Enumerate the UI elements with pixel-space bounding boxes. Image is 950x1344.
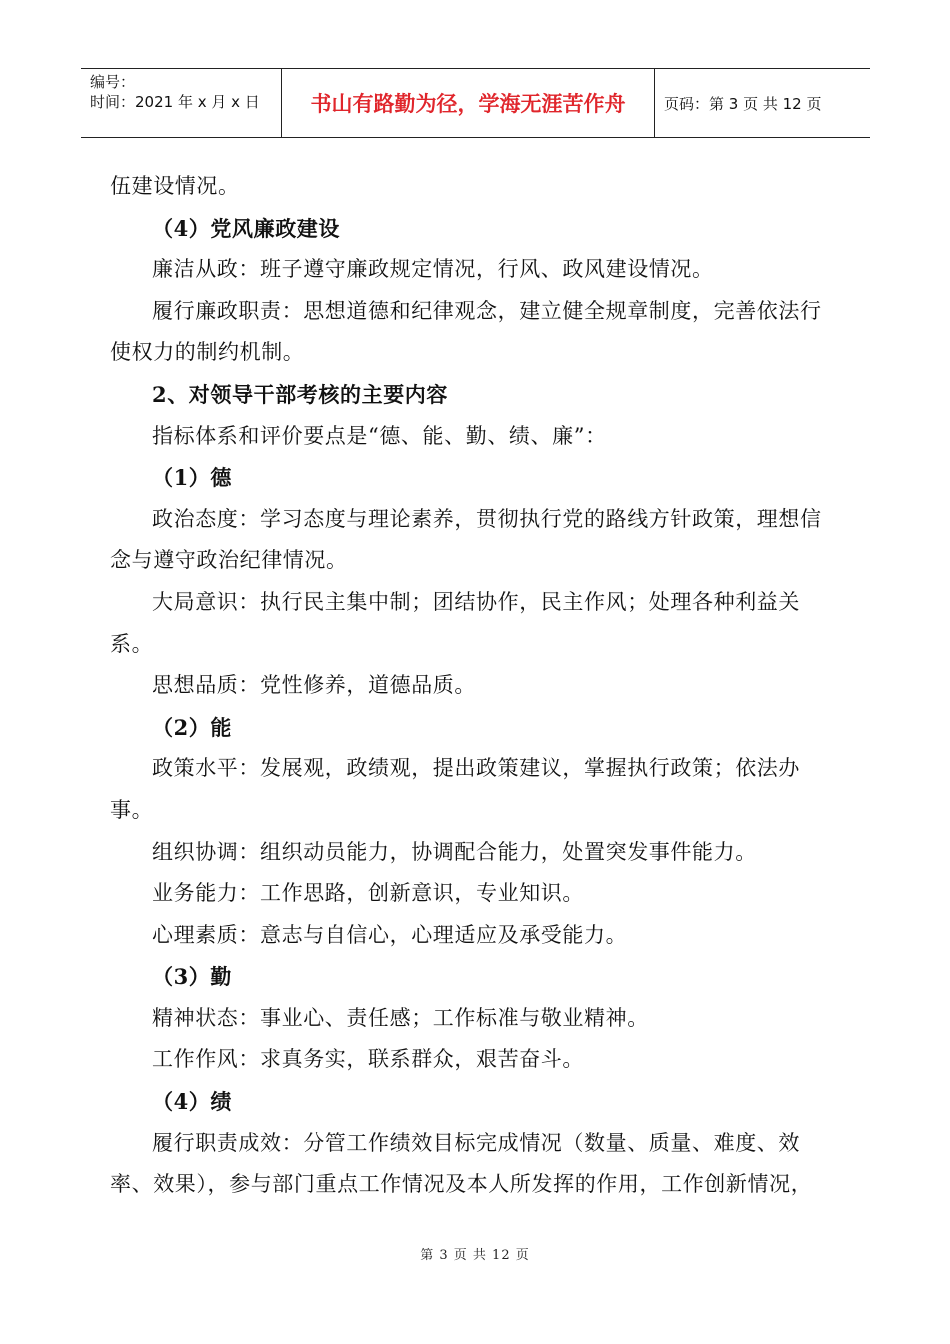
paragraph: 履行职责成效：分管工作绩效目标完成情况（数量、质量、难度、效率、效果），参与部门重点工作情况及本人所发挥的作用，工作创新情况， <box>110 1130 813 1197</box>
paragraph: 履行廉政职责：思想道德和纪律观念，建立健全规章制度，完善依法行使权力的制约机制。 <box>110 298 822 365</box>
paragraph: 组织协调：组织动员能力，协调配合能力，处置突发事件能力。 <box>152 839 757 864</box>
paragraph: 政策水平：发展观，政绩观，提出政策建议，掌握执行政策；依法办事。 <box>110 756 800 822</box>
page-footer: 第 3 页 共 12 页 <box>420 1248 530 1263</box>
section-heading: （4）党风廉政建设 <box>152 215 341 241</box>
header-meta <box>81 69 282 137</box>
section-heading: （1）德 <box>152 465 233 491</box>
document-number: 编号： <box>90 73 136 91</box>
paragraph: 指标体系和评价要点是“德、能、勤、绩、廉”： <box>152 423 607 448</box>
header-page-info: 页码：第 3 页 共 12 页 <box>664 94 822 113</box>
paragraph: 廉洁从政：班子遵守廉政规定情况，行风、政风建设情况。 <box>152 257 714 282</box>
paragraph: 心理素质：意志与自信心，心理适应及承受能力。 <box>152 922 628 947</box>
paragraph: 工作作风：求真务实，联系群众，艰苦奋斗。 <box>152 1047 584 1072</box>
paragraph: 思想品质：党性修养，道德品质。 <box>152 673 476 698</box>
section-heading: （2）能 <box>152 714 233 740</box>
document-header <box>81 68 870 138</box>
header-motto: 书山有路勤为径，学海无涯苦作舟 <box>282 69 655 137</box>
document-body <box>110 166 842 1206</box>
paragraph: 政治态度：学习态度与理论素养，贯彻执行党的路线方针政策，理想信念与遵守政治纪律情况。 <box>110 506 822 573</box>
document-date: 时间：2021 年 x 月 x 日 <box>90 93 260 111</box>
paragraph: 精神状态：事业心、责任感；工作标准与敬业精神。 <box>152 1005 649 1030</box>
section-heading: 2、对领导干部考核的主要内容 <box>152 381 449 407</box>
section-heading: （4）绩 <box>152 1089 233 1115</box>
paragraph: 伍建设情况。 <box>110 174 240 198</box>
paragraph: 大局意识：执行民主集中制；团结协作，民主作风；处理各种利益关系。 <box>110 589 800 656</box>
paragraph: 业务能力：工作思路，创新意识，专业知识。 <box>152 881 584 906</box>
section-heading: （3）勤 <box>152 964 233 990</box>
